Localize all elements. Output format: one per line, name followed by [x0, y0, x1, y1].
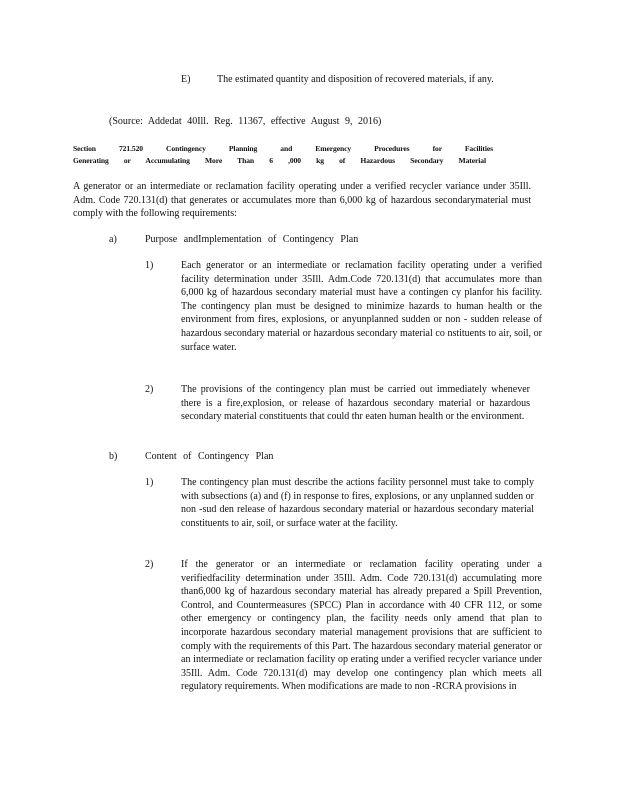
intro-paragraph: A generator or an intermediate or reclamation facility operating under a verified recycler variance under 35Ill. Adm. Code 720.131(d) that generates or accumulates more than 6,000 kg of hazardous secondarymaterial must comply with the following requirements:	[73, 181, 531, 220]
item-b2-label: 2)	[145, 559, 154, 570]
subsection-a-label: a)	[109, 234, 117, 245]
source-note: (Source: Addedat 40Ill. Reg. 11367, effective August 9, 2016)	[109, 116, 382, 127]
item-e-label: E)	[181, 74, 191, 85]
item-a2-text: The provisions of the contingency plan must be carried out immediately whenever there is a fire,explosion, or release of hazardous secondary material or hazardous secondary material constituents that could thr eaten human health or the environment.	[181, 384, 530, 423]
section-heading-line1: Section 721.520 Contingency Planning and Emergency Procedures for Facilities	[73, 144, 493, 153]
subsection-b-label: b)	[109, 451, 118, 462]
subsection-a-heading: Purpose andImplementation of Contingency Plan	[145, 234, 359, 245]
item-a1-label: 1)	[145, 260, 154, 271]
subsection-b-heading: Content of Contingency Plan	[145, 451, 274, 462]
item-b1-label: 1)	[145, 477, 154, 488]
item-a1-text: Each generator or an intermediate or reclamation facility operating under a verified facility determination under 35Ill. Adm.Code 720.131(d) that accumulates more than 6,000 kg of hazardous secondary material must have a contingen cy planfor his facility. The contingency plan must be designed to minimize hazards to human health or the environment from fires, explosions, or anyunplanned sudden or non - sudden release of hazardous secondary material or hazardous secondary material co nstituents to air, soil, or surface water.	[181, 260, 542, 353]
item-e-text: The estimated quantity and disposition of recovered materials, if any.	[217, 74, 494, 85]
item-b2-text: If the generator or an intermediate or reclamation facility operating under a verifiedfacility determination under 35Ill. Adm. Code 720.131(d) accumulating more than6,000 kg of hazardous secondary material has already prepared a Spill Prevention, Control, and Countermeasures (SPCC) Plan in accordance with 40 CFR 112, or some other emergency or contingency plan, the facility needs only amend that plan to incorporate hazardous secondary material management provisions that are sufficient to comply with the requirements of this Part. The hazardous secondary material generator or an intermediate or reclamation facility op erating under a verified recycler variance under 35Ill. Adm. Code 720.131(d) may develop one contingency plan which meets all regulatory requirements. When modifications are made to non -RCRA provisions in	[181, 559, 542, 693]
item-b1-text: The contingency plan must describe the actions facility personnel must take to comply with subsections (a) and (f) in response to fires, explosions, or any unplanned sudden or non -sud den release of hazardous secondary material or hazardous secondary material constituents to air, soil, or surface water at the facility.	[181, 477, 534, 529]
section-heading-line2: Generating or Accumulating More Than 6 ,000 kg of Hazardous Secondary Material	[73, 156, 486, 165]
item-a2-label: 2)	[145, 384, 154, 395]
